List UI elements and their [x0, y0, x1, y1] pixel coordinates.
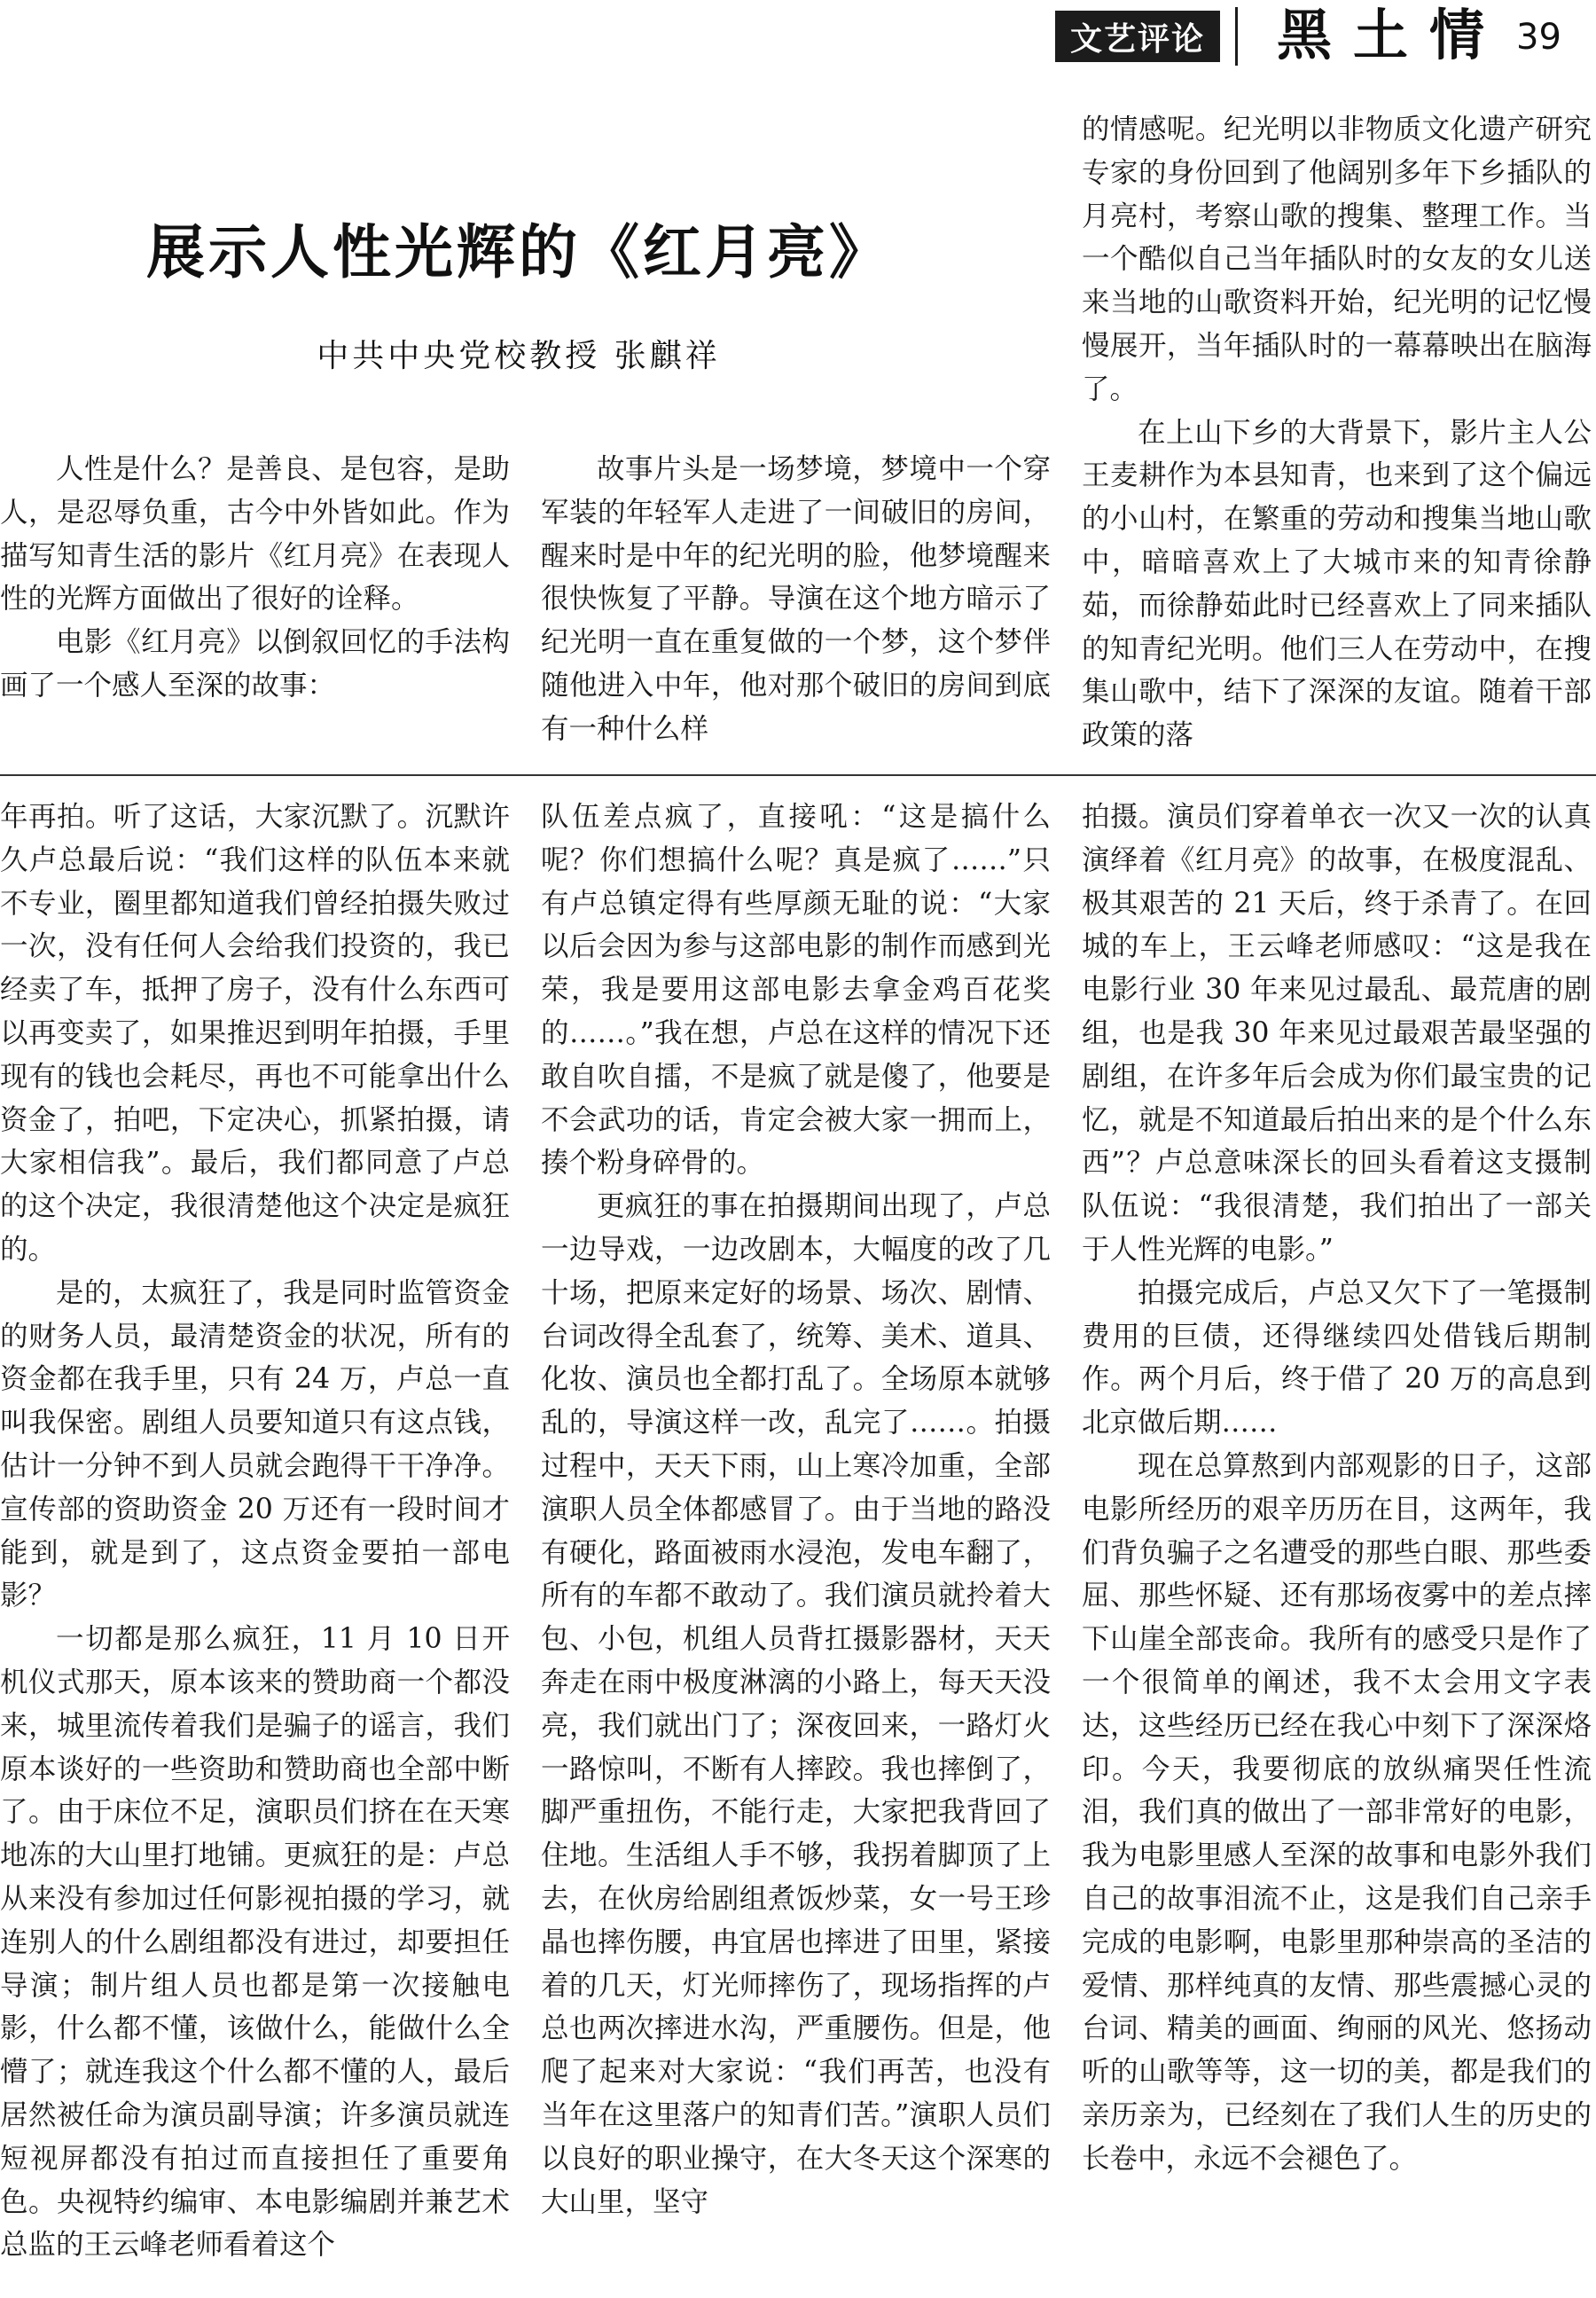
bottom-column-1: [0, 796, 510, 2267]
paragraph: 电影《红月亮》以倒叙回忆的手法构画了一个感人至深的故事：: [0, 626, 510, 702]
paragraph: 拍摄完成后，卢总又欠下了一笔摄制费用的巨债，还得继续四处借钱后期制作。两个月后，终于借了 20 万的高息到北京做后期……: [1082, 1276, 1592, 1439]
top-column-1: [0, 448, 510, 708]
paragraph: 一切都是那么疯狂，11 月 10 日开机仪式那天，原本该来的赞助商一个都没来，城里流传着我们是骗子的谣言，我们原本谈好的一些资助和赞助商也全部中断了。由于床位不足，演职员们挤在在天寒地冻的大山里打地铺。更疯狂的是：卢总从来没有参加过任何影视拍摄的学习，就连别人的什么剧组都没有进过，却要担任导演；制片组人员也都是第一次接触电影，什么都不懂，该做什么，能做什么全懵了；就连我这个什么都不懂的人，最后居然被任命为演员副导演；许多演员就连短视屏都没有拍过而直接担任了重要角色。央视特约编审、本电影编剧并兼艺术总监的王云峰老师看着这个: [0, 1623, 510, 2262]
section-divider: [0, 774, 1596, 776]
header-divider: [1235, 7, 1238, 66]
page-number: 39: [1516, 17, 1561, 58]
paragraph-continued: 拍摄。演员们穿着单衣一次又一次的认真演绎着《红月亮》的故事，在极度混乱、极其艰苦的 21 天后，终于杀青了。在回城的车上，王云峰老师感叹：“这是我在电影行业 30 年来见过最乱、最荒唐的剧组，也是我 30 年来见过最艰苦最坚强的剧组，在许多年后会成为你们最宝贵的记忆，就是不知道最后拍出来的是个什么东西”？卢总意味深长的回头看着这支摄制队伍说：“我很清楚，我们拍出了一部关于人性光辉的电影。”: [1082, 801, 1592, 1266]
bottom-column-2: [541, 796, 1051, 2223]
top-column-2: [541, 448, 1051, 751]
paragraph-continued: 的情感呢。纪光明以非物质文化遗产研究专家的身份回到了他阔别多年下乡插队的月亮村，考察山歌的搜集、整理工作。当一个酷似自己当年插队时的女友的女儿送来当地的山歌资料开始，纪光明的记忆慢慢展开，当年插队时的一幕幕映出在脑海了。: [1082, 114, 1592, 405]
bottom-column-3: [1082, 796, 1592, 2181]
paragraph-continued: 年再拍。听了这话，大家沉默了。沉默许久卢总最后说：“我们这样的队伍本来就不专业，圈里都知道我们曾经拍摄失败过一次，没有任何人会给我们投资的，我已经卖了车，抵押了房子，没有什么东西可以再变卖了，如果推迟到明年拍摄，手里现有的钱也会耗尽，再也不可能拿出什么资金了，拍吧，下定决心，抓紧拍摄，请大家相信我”。最后，我们都同意了卢总的这个决定，我很清楚他这个决定是疯狂的。: [0, 801, 510, 1266]
magazine-logo: 黑土情: [1277, 3, 1506, 67]
paragraph: 更疯狂的事在拍摄期间出现了，卢总一边导戏，一边改剧本，大幅度的改了几十场，把原来定好的场景、场次、剧情、台词改得全乱套了，统筹、美术、道具、化妆、演员也全都打乱了。全场原本就够乱的，导演这样一改，乱完了……。拍摄过程中，天天下雨，山上寒冷加重，全部演职人员全体都感冒了。由于当地的路没有硬化，路面被雨水浸泡，发电车翻了，所有的车都不敢动了。我们演员就拎着大包、小包，机组人员背扛摄影器材，天天奔走在雨中极度淋漓的小路上，每天天没亮，我们就出门了；深夜回来，一路灯火一路惊叫，不断有人摔跤。我也摔倒了，脚严重扭伤，不能行走，大家把我背回了住地。生活组人手不够，我拐着脚顶了上去，在伙房给剧组煮饭炒菜，女一号王珍晶也摔伤腰，冉宜居也摔进了田里，紧接着的几天，灯光师摔伤了，现场指挥的卢总也两次摔进水沟，严重腰伤。但是，他爬了起来对大家说：“我们再苦，也没有当年在这里落户的知青们苦。”演职人员们以良好的职业操守，在大冬天这个深寒的大山里，坚守: [541, 1190, 1051, 2218]
section-label: 文艺评论: [1055, 11, 1220, 62]
paragraph: 现在总算熬到内部观影的日子，这部电影所经历的艰辛历历在目，这两年，我们背负骗子之名遭受的那些白眼、那些委屈、那些怀疑、还有那场夜雾中的差点摔下山崖全部丧命。我所有的感受只是作了一个很简单的阐述，我不太会用文字表达，这些经历已经在我心中刻下了深深烙印。今天，我要彻底的放纵痛哭任性流泪，我们真的做出了一部非常好的电影，我为电影里感人至深的故事和电影外我们自己的故事泪流不止，这是我们自己亲手完成的电影啊，电影里那种崇高的圣洁的爱情、那样纯真的友情、那些震撼心灵的台词、精美的画面、绚丽的风光、悠扬动听的山歌等等，这一切的美，都是我们的亲历亲为，已经刻在了我们人生的历史的长卷中，永远不会褪色了。: [1082, 1449, 1592, 2175]
paragraph: 人性是什么？是善良、是包容，是助人，是忍辱负重，古今中外皆如此。作为描写知青生活的影片《红月亮》在表现人性的光辉方面做出了很好的诠释。: [0, 453, 510, 616]
article-title: 展示人性光辉的《红月亮》: [146, 218, 891, 286]
paragraph: 故事片头是一场梦境，梦境中一个穿军装的年轻军人走进了一间破旧的房间，醒来时是中年的纪光明的脸，他梦境醒来很快恢复了平静。导演在这个地方暗示了纪光明一直在重复做的一个梦，这个梦伴随他进入中年，他对那个破旧的房间到底有一种什么样: [541, 453, 1051, 745]
paragraph-continued: 队伍差点疯了，直接吼：“这是搞什么呢？你们想搞什么呢？真是疯了……”只有卢总镇定得有些厚颜无耻的说：“大家以后会因为参与这部电影的制作而感到光荣，我是要用这部电影去拿金鸡百花奖的……。”我在想，卢总在这样的情况下还敢自吹自擂，不是疯了就是傻了，他要是不会武功的话，肯定会被大家一拥而上，揍个粉身碎骨的。: [541, 801, 1051, 1180]
byline: 中共中央党校教授 张麒祥: [317, 338, 721, 374]
top-column-3: [1082, 108, 1592, 757]
paragraph: 在上山下乡的大背景下，影片主人公王麦耕作为本县知青，也来到了这个偏远的小山村，在繁重的劳动和搜集当地山歌中，暗暗喜欢上了大城市来的知青徐静茹，而徐静茹此时已经喜欢上了同来插队的知青纪光明。他们三人在劳动中，在搜集山歌中，结下了深深的友谊。随着干部政策的落: [1082, 416, 1592, 752]
paragraph: 是的，太疯狂了，我是同时监管资金的财务人员，最清楚资金的状况，所有的资金都在我手里，只有 24 万，卢总一直叫我保密。剧组人员要知道只有这点钱，估计一分钟不到人员就会跑得干干净净。宣传部的资助资金 20 万还有一段时间才能到，就是到了，这点资金要拍一部电影？: [0, 1276, 510, 1612]
